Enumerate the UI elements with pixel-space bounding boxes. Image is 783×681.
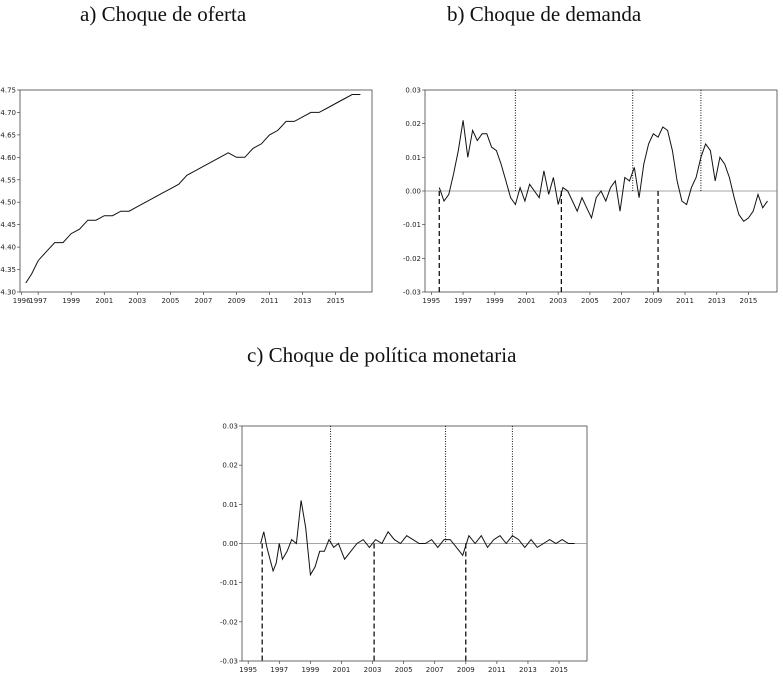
chart-b-ytick-label: 0.02 (405, 120, 421, 129)
chart-a-ytick-label: 4.45 (0, 221, 16, 230)
chart-c-xtick-label: 1995 (239, 666, 258, 674)
chart-c-title: c) Choque de política monetaria (247, 343, 517, 367)
chart-a-xtick-label: 2009 (227, 297, 246, 305)
chart-b-ytick-label: -0.01 (402, 221, 421, 230)
chart-a-ytick-label: 4.30 (0, 288, 16, 297)
chart-c-series-line (261, 500, 575, 574)
chart-b-xtick-label: 2015 (739, 297, 758, 305)
chart-b-xtick-label: 1999 (485, 297, 504, 305)
chart-a-series-line (26, 95, 361, 284)
chart-b-xtick-label: 2003 (549, 297, 568, 305)
chart-c-ytick-label: -0.01 (219, 579, 238, 588)
chart-a-xtick-label: 1999 (62, 297, 81, 305)
chart-c-ytick-label: -0.02 (219, 618, 238, 627)
chart-a-xtick-label: 2013 (293, 297, 312, 305)
chart-a-ytick-label: 4.40 (0, 243, 16, 252)
chart-a-ytick-label: 4.65 (0, 131, 16, 140)
chart-c-xtick-label: 2005 (394, 666, 413, 674)
chart-a-xtick-label: 1997 (29, 297, 48, 305)
chart-a-xtick-label: 2011 (260, 297, 279, 305)
chart-a-ytick-label: 4.60 (0, 153, 16, 162)
chart-c-xtick-label: 1997 (270, 666, 289, 674)
chart-a-ytick-label: 4.50 (0, 198, 16, 207)
chart-b-xtick-label: 2013 (707, 297, 726, 305)
chart-c-ytick-label: -0.03 (219, 657, 238, 666)
chart-a-frame (20, 90, 372, 292)
chart-a-title: a) Choque de oferta (80, 2, 247, 26)
chart-c-ytick-label: 0.00 (222, 540, 238, 548)
chart-b-series-line (439, 120, 767, 221)
chart-b-title: b) Choque de demanda (447, 2, 642, 26)
chart-c-xtick-label: 2003 (363, 666, 382, 674)
chart-b-xtick-label: 1997 (454, 297, 472, 305)
chart-b-xtick-label: 2001 (517, 297, 536, 305)
chart-c-ytick-label: 0.03 (222, 422, 238, 431)
chart-b-ytick-label: 0.01 (405, 153, 421, 162)
chart-c-xtick-label: 2011 (487, 666, 506, 674)
chart-c-xtick-label: 2007 (425, 666, 444, 674)
chart-c-ytick-label: 0.01 (222, 500, 238, 509)
chart-a-xtick-label: 2003 (128, 297, 147, 305)
chart-c-xtick-label: 1999 (301, 666, 320, 674)
chart-c-xtick-label: 2015 (550, 666, 568, 674)
chart-a-xtick-label: 2007 (194, 297, 213, 305)
chart-b-ytick-label: -0.02 (402, 254, 421, 263)
chart-b-xtick-label: 2005 (580, 297, 599, 305)
chart-b-ytick-label: 0.03 (405, 86, 421, 95)
chart-a-xtick-label: 1996 (12, 297, 31, 305)
chart-b-xtick-label: 2009 (644, 297, 663, 305)
chart-c-xtick-label: 2001 (332, 666, 351, 674)
chart-a-ytick-label: 4.70 (0, 108, 16, 117)
chart-c-ytick-label: 0.02 (222, 461, 238, 470)
chart-a-xtick-label: 2001 (95, 297, 114, 305)
chart-c-xtick-label: 2013 (519, 666, 537, 674)
chart-a-ytick-label: 4.55 (0, 176, 16, 185)
chart-b-xtick-label: 2011 (676, 297, 694, 305)
chart-a-ytick-label: 4.35 (0, 266, 16, 275)
chart-b-xtick-label: 2007 (612, 297, 631, 305)
chart-b-xtick-label: 1995 (422, 297, 441, 305)
chart-c-xtick-label: 2009 (456, 666, 475, 674)
chart-b-ytick-label: 0.00 (405, 187, 421, 196)
chart-a-ytick-label: 4.75 (0, 86, 16, 95)
chart-a-xtick-label: 2015 (326, 297, 345, 305)
chart-b-ytick-label: -0.03 (402, 288, 421, 297)
chart-a-xtick-label: 2005 (161, 297, 180, 305)
